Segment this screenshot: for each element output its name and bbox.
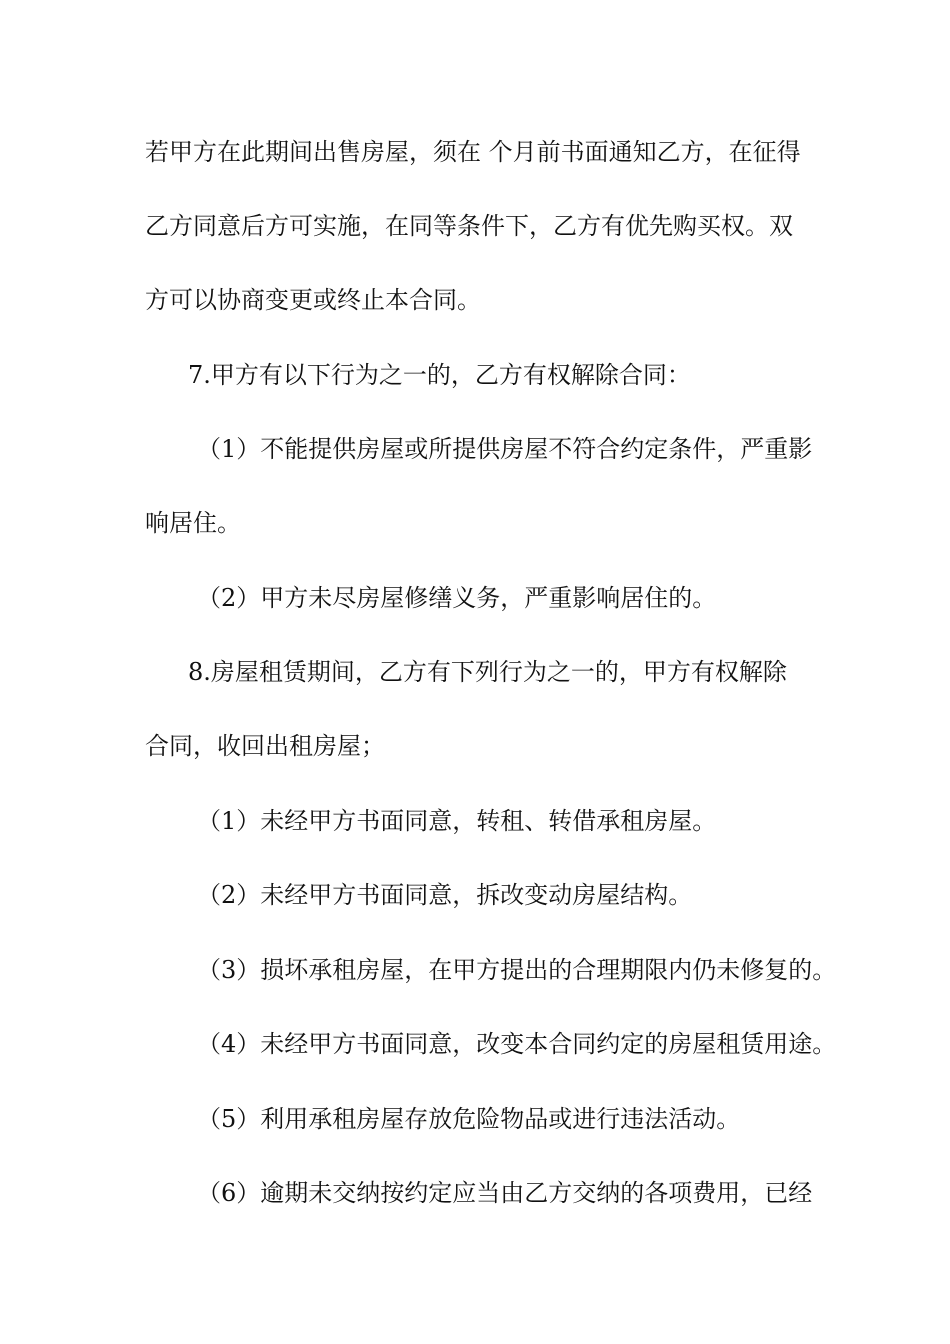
paragraph-line: 响居住。 xyxy=(145,509,241,537)
clause-8-item-2: （2）未经甲方书面同意，拆改变动房屋结构。 xyxy=(197,881,693,909)
paragraph-line: 合同，收回出租房屋； xyxy=(145,732,385,760)
paragraph-line: 方可以协商变更或终止本合同。 xyxy=(145,286,481,314)
clause-8-item-5: （5）利用承租房屋存放危险物品或进行违法活动。 xyxy=(197,1105,741,1133)
clause-8-item-6: （6）逾期未交纳按约定应当由乙方交纳的各项费用，已经 xyxy=(197,1179,813,1207)
clause-8-item-3: （3）损坏承租房屋，在甲方提出的合理期限内仍未修复的。 xyxy=(197,956,837,984)
clause-7-item-1: （1）不能提供房屋或所提供房屋不符合约定条件，严重影 xyxy=(197,435,813,463)
paragraph-line: 若甲方在此期间出售房屋，须在 个月前书面通知乙方，在征得 xyxy=(145,138,801,166)
clause-8-item-1: （1）未经甲方书面同意，转租、转借承租房屋。 xyxy=(197,807,717,835)
clause-7-heading: 7.甲方有以下行为之一的，乙方有权解除合同： xyxy=(188,361,691,389)
clause-8-item-4: （4）未经甲方书面同意，改变本合同约定的房屋租赁用途。 xyxy=(197,1030,837,1058)
paragraph-line: 乙方同意后方可实施，在同等条件下，乙方有优先购买权。双 xyxy=(145,212,793,240)
clause-7-item-2: （2）甲方未尽房屋修缮义务，严重影响居住的。 xyxy=(197,584,717,612)
clause-8-heading: 8.房屋租赁期间，乙方有下列行为之一的，甲方有权解除 xyxy=(188,658,787,686)
